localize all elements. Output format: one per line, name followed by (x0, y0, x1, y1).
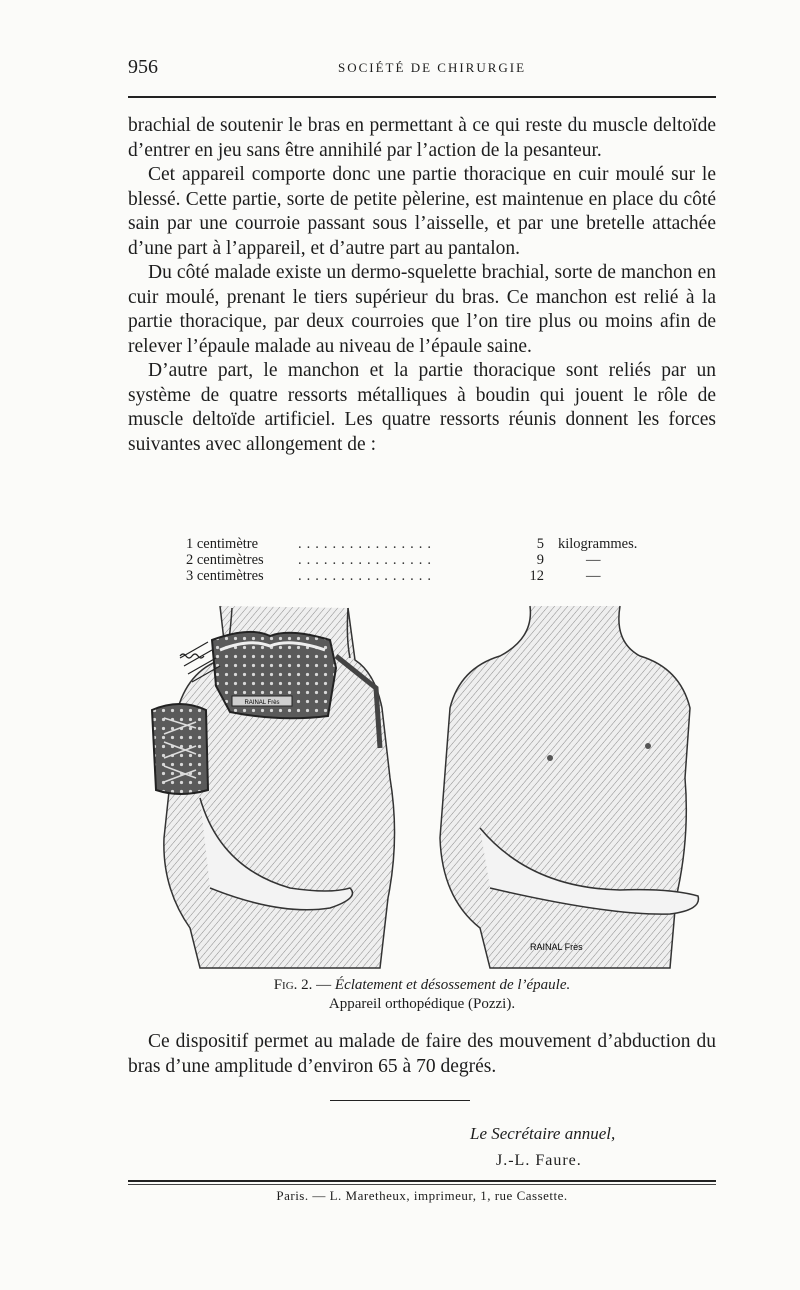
footer-rule (128, 1180, 716, 1182)
caption-title: Éclatement et désossement de l’épaule. (334, 977, 571, 993)
orthopedic-apparatus-illustration (150, 598, 710, 978)
figure-illustration (150, 598, 710, 978)
signature-role: Le Secrétaire annuel, (470, 1124, 616, 1143)
footer-rule-thin (128, 1184, 716, 1185)
signature-name: J.-L. Faure. (496, 1152, 582, 1169)
paragraph-2: Cet appareil comporte donc une partie thoracique en cuir moulé sur le blessé. Cette partie, sorte de petite pèlerine, est maintenue en place du côté sain par une courroie passant sous l’aisselle, et par une bretelle attachée d’une part à l’appareil, et d’autre part au pantalon. (128, 164, 716, 259)
row-label: 2 centimètres (186, 552, 264, 568)
running-head: SOCIÉTÉ DE CHIRURGIE (338, 60, 527, 75)
row-value: 12 (529, 568, 544, 584)
body-text (128, 114, 716, 457)
nipple-right (645, 743, 651, 749)
page-header (128, 56, 716, 80)
paragraph-5: Ce dispositif permet au malade de faire des mouvement d’abduction du bras d’une amplitude d’environ 65 à 70 degrés. (128, 1031, 716, 1077)
arm-sleeve (152, 704, 208, 794)
page-number: 956 (128, 56, 158, 78)
force-table (186, 536, 656, 584)
row-label: 1 centimètre (186, 536, 259, 552)
header-rule (128, 96, 716, 98)
caption-line-1 (128, 976, 716, 995)
figure-caption (128, 976, 716, 1014)
nipple-left (547, 755, 553, 761)
caption-label: Fig. 2. (273, 977, 313, 993)
right-torso (440, 606, 698, 968)
row-value: 9 (536, 552, 544, 568)
row-unit: — (586, 552, 601, 568)
closing-text (128, 1030, 716, 1079)
row-value: 5 (536, 536, 544, 552)
paragraph-3: Du côté malade existe un dermo-squelette brachial, sorte de manchon en cuir moulé, prenant le tiers supérieur du bras. Ce manchon est relié à la partie thoracique, par deux courroies que l’on tire plus ou moins afin de relever l’épaule malade au niveau de l’épaule saine. (128, 262, 716, 357)
table-row (186, 552, 656, 568)
printer-imprint: Paris. — L. Maretheux, imprimeur, 1, rue Cassette. (276, 1188, 568, 1203)
row-label: 3 centimètres (186, 568, 264, 584)
paragraph-4: D’autre part, le manchon et la partie thoracique sont reliés par un système de quatre ressorts métalliques à boudin qui jouent le rôle de muscle deltoïde artificiel. Les quatre ressorts réunis donnent les forces suivantes avec allongement de : (128, 360, 716, 455)
section-rule (330, 1100, 470, 1101)
table-row (186, 536, 656, 552)
leader-dots: ................ (298, 552, 436, 568)
leader-dots: ................ (298, 568, 436, 584)
paragraph-1: brachial de soutenir le bras en permettant à ce qui reste du muscle deltoïde d’entrer en jeu sans être annihilé par l’action de la pesanteur. (128, 115, 716, 161)
caption-line-2: Appareil orthopédique (Pozzi). (328, 996, 516, 1012)
caption-dash: — (312, 977, 335, 993)
engraver-mark: RAINAL Frès (530, 942, 583, 952)
row-unit: — (586, 568, 601, 584)
plate-mark: RAINAL Frès (244, 700, 280, 706)
row-unit: kilogrammes. (558, 536, 638, 552)
table-row (186, 568, 656, 584)
leader-dots: ................ (298, 536, 436, 552)
